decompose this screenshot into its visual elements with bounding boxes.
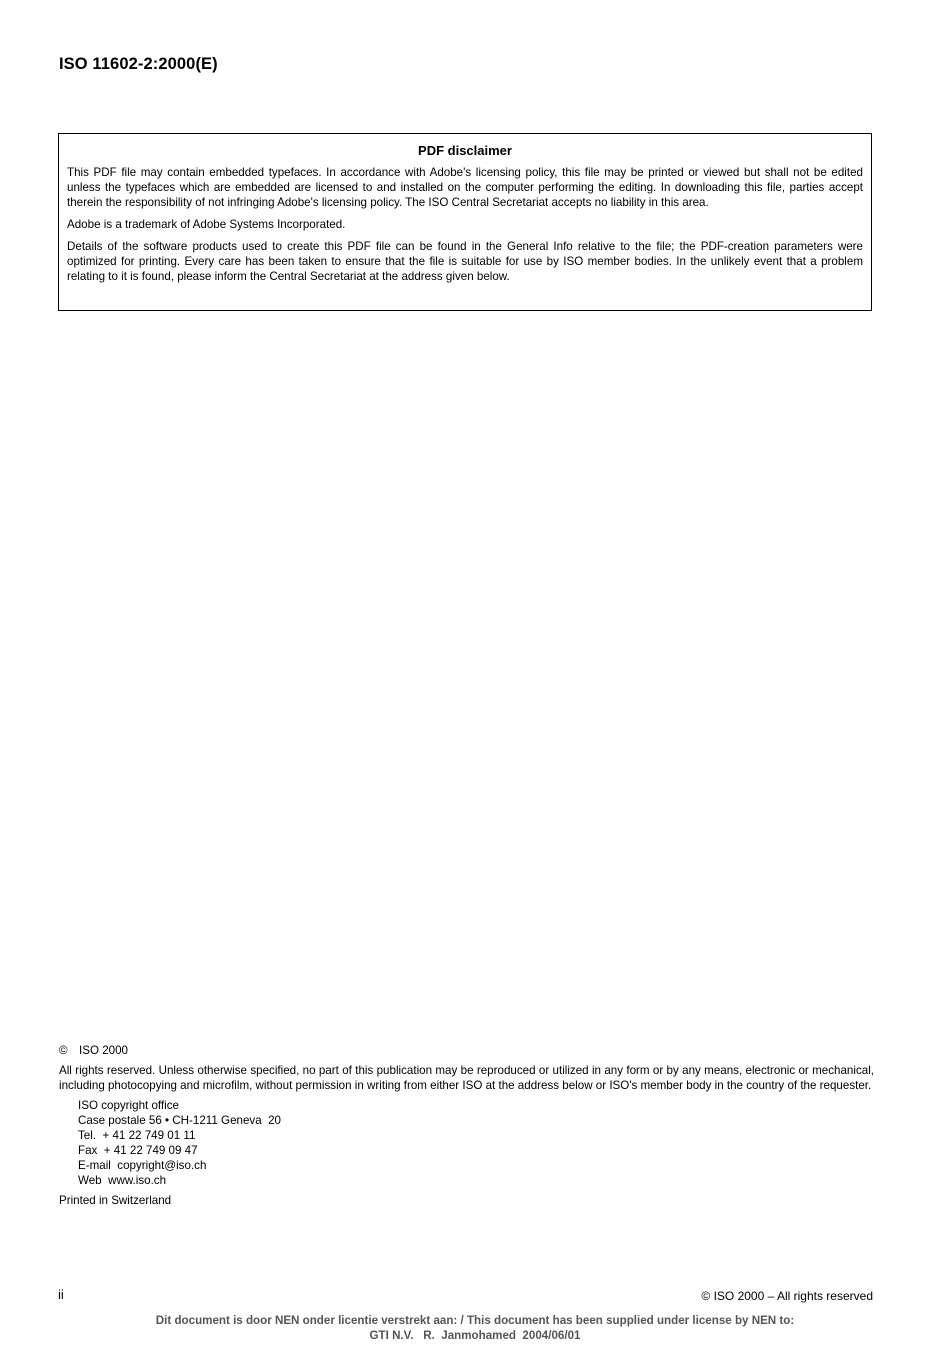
address-line: Case postale 56 • CH-1211 Geneva 20	[78, 1114, 281, 1127]
address-line: Web www.iso.ch	[78, 1174, 167, 1187]
disclaimer-paragraph: Adobe is a trademark of Adobe Systems Incorporated.	[67, 218, 346, 231]
disclaimer-paragraph: This PDF file may contain embedded typefaces. In accordance with Adobe's licensing policy, this file may be printed or viewed but shall not be edited unless the typefaces which are embedded are licensed to and installed on the computer performing the editing. In downloading this file, parties accept therein the responsibility of not infringing Adobe's licensing policy. The ISO Central Secretariat accepts no liability in this area.	[67, 166, 863, 209]
document-id: ISO 11602-2:2000(E)	[59, 55, 218, 73]
copyright-office-address	[78, 1098, 874, 1188]
copyright-block	[59, 1043, 874, 1208]
license-line: GTI N.V. R. Janmohamed 2004/06/01	[369, 1329, 581, 1342]
rights-statement: All rights reserved. Unless otherwise specified, no part of this publication may be reproduced or utilized in any form or by any means, electronic or mechanical, including photocopying and microfilm, without permission in writing from either ISO at the address below or ISO's member body in the country of the requester.	[59, 1064, 874, 1092]
disclaimer-paragraph: Details of the software products used to create this PDF file can be found in the General Info relative to the file; the PDF-creation parameters were optimized for printing. Every care has been taken to ensure that the file is suitable for use by ISO member bodies. In the unlikely event that a problem relating to it is found, please inform the Central Secretariat at the address given below.	[67, 240, 863, 283]
footer-copyright: © ISO 2000 – All rights reserved	[701, 1289, 873, 1303]
address-line: Tel. + 41 22 749 01 11	[78, 1129, 196, 1142]
page-number: ii	[58, 1287, 64, 1302]
address-line: E-mail copyright@iso.ch	[78, 1159, 207, 1172]
disclaimer-title: PDF disclaimer	[418, 143, 512, 158]
printed-in: Printed in Switzerland	[59, 1194, 172, 1207]
copyright-symbol: ©	[59, 1044, 68, 1057]
license-line: Dit document is door NEN onder licentie verstrekt aan: / This document has been supplied under license by NEN to:	[155, 1314, 795, 1327]
pdf-disclaimer-box	[58, 133, 872, 311]
copyright-line	[59, 1043, 874, 1058]
copyright-holder: ISO 2000	[79, 1044, 128, 1057]
license-notice	[0, 1313, 950, 1343]
address-line: Fax + 41 22 749 09 47	[78, 1144, 198, 1157]
address-line: ISO copyright office	[78, 1099, 179, 1112]
